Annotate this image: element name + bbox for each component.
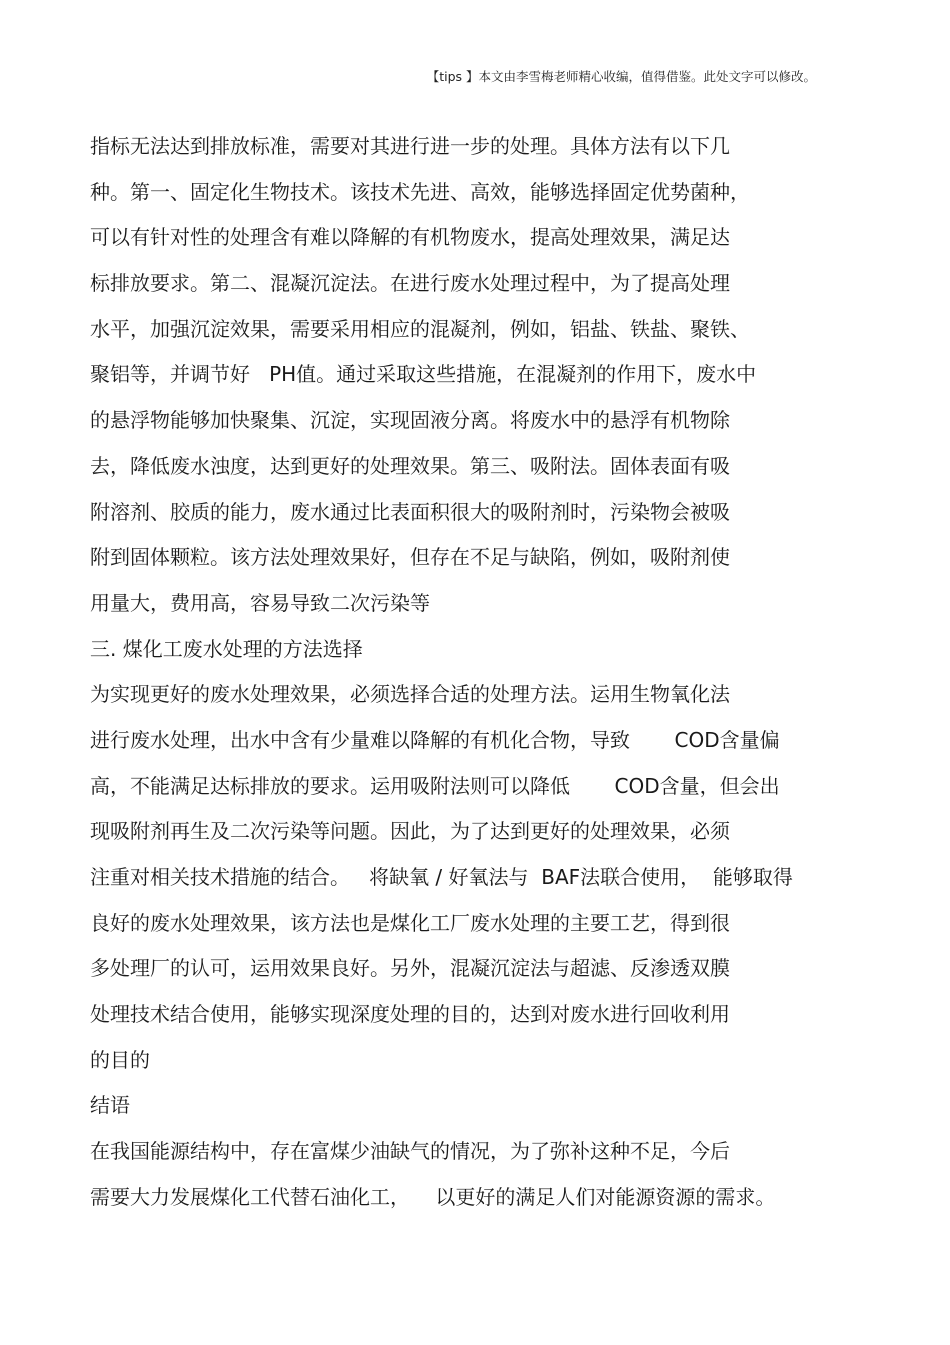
text-line: 高，不能满足达标排放的要求。运用吸附法则可以降低 COD含量，但会出 xyxy=(90,773,780,798)
text-line: 去，降低废水浊度，达到更好的处理效果。第三、吸附法。固体表面有吸 xyxy=(90,453,730,478)
text-line: 良好的废水处理效果，该方法也是煤化工厂废水处理的主要工艺，得到很 xyxy=(90,910,730,935)
text-line: 附到固体颗粒。该方法处理效果好，但存在不足与缺陷，例如，吸附剂使 xyxy=(90,545,730,570)
text-line: 的目的 xyxy=(90,1047,150,1072)
section-heading: 三. 煤化工废水处理的方法选择 xyxy=(90,636,363,661)
text-line: 为实现更好的废水处理效果，必须选择合适的处理方法。运用生物氧化法 xyxy=(90,682,730,707)
document-body xyxy=(90,124,870,1221)
text-line: 处理技术结合使用，能够实现深度处理的目的，达到对废水进行回收利用 xyxy=(90,1002,730,1027)
text-line: 可以有针对性的处理含有难以降解的有机物废水，提高处理效果，满足达 xyxy=(90,225,730,250)
text-line: 指标无法达到排放标准，需要对其进行进一步的处理。具体方法有以下几 xyxy=(90,134,730,158)
section-heading: 结语 xyxy=(90,1093,130,1118)
text-line: 的悬浮物能够加快聚集、沉淀，实现固液分离。将废水中的悬浮有机物除 xyxy=(90,408,730,433)
text-line: 标排放要求。第二、混凝沉淀法。在进行废水处理过程中，为了提高处理 xyxy=(90,271,730,296)
text-line: 种。第一、固定化生物技术。该技术先进、高效，能够选择固定优势菌种， xyxy=(90,179,750,204)
text-line: 需要大力发展煤化工代替石油化工， 以更好的满足人们对能源资源的需求。 xyxy=(90,1184,776,1209)
text-line: 附溶剂、胶质的能力，废水通过比表面积很大的吸附剂时，污染物会被吸 xyxy=(90,499,730,524)
text-line: 聚铝等，并调节好 PH值。通过采取这些措施，在混凝剂的作用下，废水中 xyxy=(90,362,757,387)
text-line: 用量大，费用高，容易导致二次污染等 xyxy=(90,590,430,615)
text-line: 水平，加强沉淀效果，需要采用相应的混凝剂，例如，铝盐、铁盐、聚铁、 xyxy=(90,316,750,341)
text-line: 在我国能源结构中，存在富煤少油缺气的情况，为了弥补这种不足，今后 xyxy=(90,1139,730,1164)
text-line: 多处理厂的认可，运用效果良好。另外，混凝沉淀法与超滤、反渗透双膜 xyxy=(90,956,730,981)
header-note: 【tips 】本文由李雪梅老师精心收编，值得借鉴。此处文字可以修改。 xyxy=(426,69,816,84)
text-line: 进行废水处理，出水中含有少量难以降解的有机化合物，导致 COD含量偏 xyxy=(90,727,780,752)
text-line: 注重对相关技术措施的结合。 将缺氧 / 好氧法与 BAF法联合使用， 能够取得 xyxy=(90,865,793,889)
text-line: 现吸附剂再生及二次污染等问题。因此，为了达到更好的处理效果，必须 xyxy=(90,819,730,844)
